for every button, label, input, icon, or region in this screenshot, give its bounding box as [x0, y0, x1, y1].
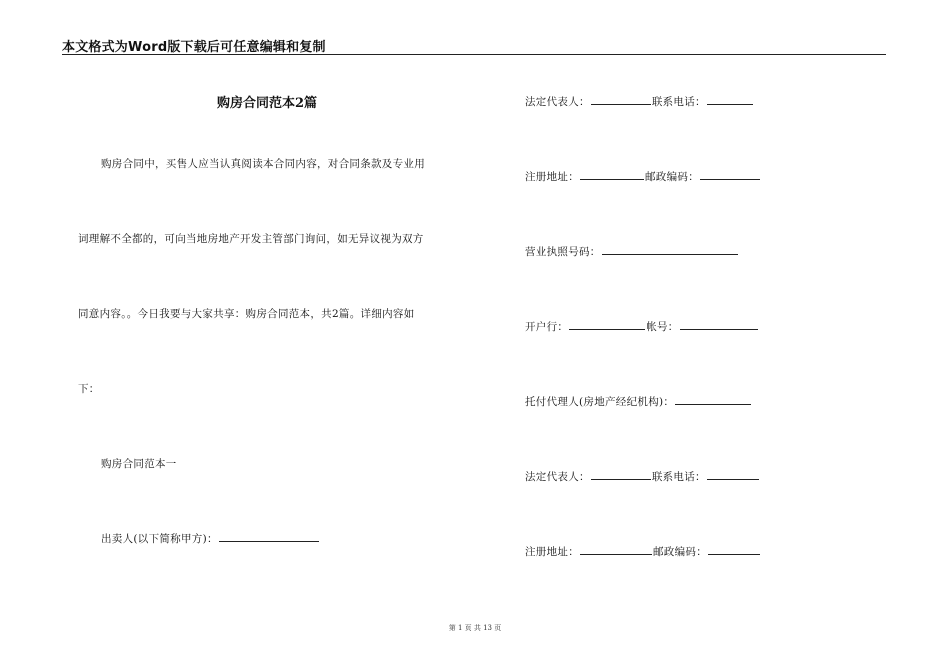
section-heading: 购房合同范本一 [101, 458, 177, 470]
account-label: 帐号： [646, 321, 679, 333]
bank-label: 开户行： [525, 321, 569, 333]
legal-rep-blank-1 [591, 94, 651, 105]
phone-label-2: 联系电话： [651, 471, 706, 483]
phone-blank-1 [707, 94, 753, 105]
legal-rep-label-2: 法定代表人： [525, 471, 590, 483]
legal-rep-field-2 [525, 469, 760, 484]
seller-label: 出卖人(以下简称甲方)： [101, 533, 218, 545]
paragraph-line-4: 下： [78, 383, 100, 395]
agent-field [525, 394, 752, 409]
paragraph-line-1: 购房合同中，买售人应当认真阅读本合同内容，对合同条款及专业用 [101, 158, 425, 170]
legal-rep-field-1 [525, 94, 754, 109]
agent-blank [675, 394, 751, 405]
postcode-blank-1 [700, 169, 760, 180]
postcode-blank-2 [708, 544, 760, 555]
document-title: 购房合同范本2篇 [216, 96, 318, 111]
address-field-1 [525, 169, 761, 184]
postcode-label-1: 邮政编码： [645, 171, 699, 183]
legal-rep-label-1: 法定代表人： [525, 96, 590, 108]
license-blank [602, 244, 738, 255]
page-number: 第 1 页 共 13 页 [448, 624, 502, 632]
address-field-2 [525, 544, 761, 559]
paragraph-line-2: 词理解不全都的，可向当地房地产开发主管部门询问，如无异议视为双方 [78, 233, 424, 245]
phone-label-1: 联系电话： [651, 96, 706, 108]
seller-blank [219, 531, 319, 542]
bank-blank [569, 319, 645, 330]
address-blank-2 [580, 544, 652, 555]
address-label-2: 注册地址： [525, 546, 579, 558]
phone-blank-2 [707, 469, 759, 480]
postcode-label-2: 邮政编码： [653, 546, 707, 558]
address-blank-1 [580, 169, 644, 180]
legal-rep-blank-2 [591, 469, 651, 480]
seller-field [101, 531, 320, 546]
header-text: 本文格式为Word版下载后可任意编辑和复制 [62, 40, 326, 55]
agent-label: 托付代理人(房地产经纪机构)： [525, 396, 675, 408]
account-blank [680, 319, 758, 330]
license-label: 营业执照号码： [525, 246, 601, 258]
license-field [525, 244, 739, 259]
bank-field [525, 319, 759, 334]
address-label-1: 注册地址： [525, 171, 579, 183]
document-header [62, 36, 886, 55]
paragraph-line-3: 同意内容。。今日我要与大家共享：购房合同范本，共2篇。详细内容如 [78, 308, 415, 320]
